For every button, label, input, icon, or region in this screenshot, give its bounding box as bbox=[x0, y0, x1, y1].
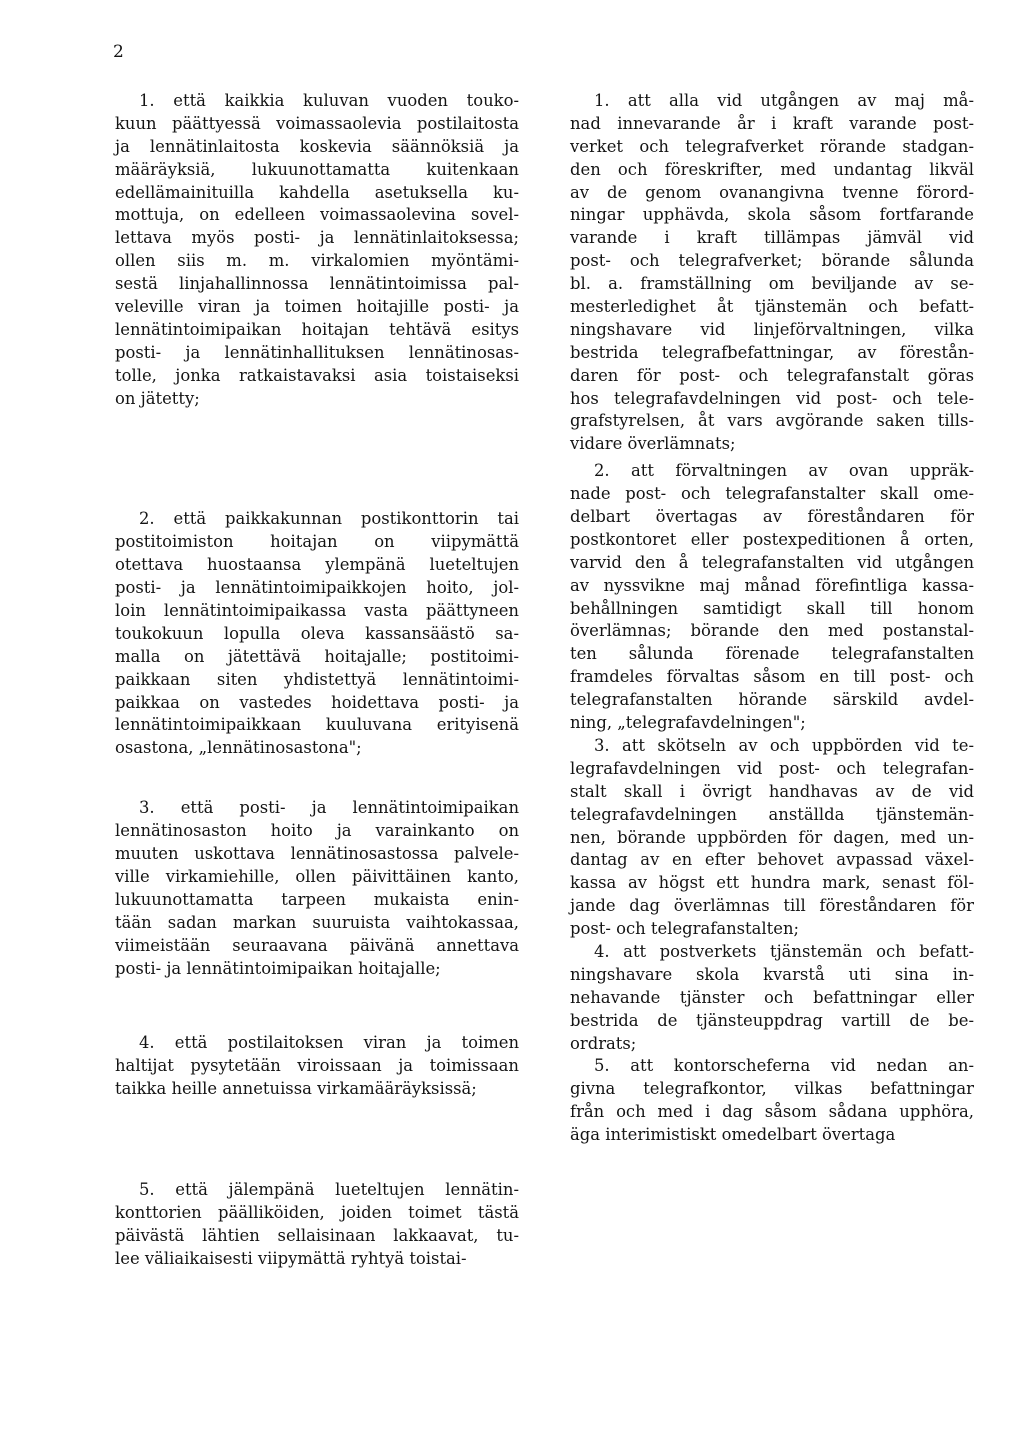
text-line: tään sadan markan suuruista vaihtokassaa, bbox=[115, 912, 519, 932]
text-line: äga interimistiskt omedelbart övertaga bbox=[570, 1125, 896, 1145]
text-line: legrafavdelningen vid post- och telegrafan- bbox=[570, 758, 974, 778]
text-line: hos telegrafavdelningen vid post- och tele- bbox=[570, 388, 974, 408]
text-line: bestrida de tjänsteuppdrag vartill de be- bbox=[570, 1010, 974, 1030]
text-line: 3. att skötseln av och uppbörden vid te- bbox=[594, 735, 974, 755]
text-line: av de genom ovanangivna tvenne förord- bbox=[570, 182, 974, 202]
text-line: malla on jätettävä hoitajalle; postitoimi- bbox=[115, 646, 519, 666]
text-line: ningar upphävda, skola såsom fortfarande bbox=[570, 205, 974, 225]
text-line: 4. att postverkets tjänstemän och befatt- bbox=[594, 941, 974, 961]
text-line: bestrida telegrafbefattningar, av förestån- bbox=[570, 342, 974, 362]
text-line: osastona, „lennätinosastona"; bbox=[115, 738, 362, 758]
text-line: stalt skall i övrigt handhavas av de vid bbox=[570, 781, 974, 801]
text-line: post- och telegrafverket; börande sålunda bbox=[570, 251, 974, 271]
text-line: konttorien päälliköiden, joiden toimet tästä bbox=[115, 1202, 519, 1222]
text-line: ollen siis m. m. virkalomien myöntämi- bbox=[115, 251, 519, 271]
text-line: 1. att alla vid utgången av maj må- bbox=[594, 91, 974, 110]
text-line: dantag av en efter behovet avpassad växel- bbox=[570, 850, 974, 870]
swedish-paragraph-1 bbox=[570, 90, 974, 456]
text-line: paikkaa on vastedes hoidettava posti- ja bbox=[115, 692, 519, 712]
finnish-paragraph-2 bbox=[115, 508, 519, 760]
text-line: verket och telegrafverket rörande stadgan- bbox=[570, 136, 974, 156]
text-line: nehavande tjänster och befattningar eller bbox=[570, 987, 974, 1007]
text-line: toukokuun lopulla oleva kassansäästö sa- bbox=[115, 623, 519, 643]
text-line: postkontoret eller postexpeditionen å orten, bbox=[570, 529, 974, 549]
finnish-paragraph-4 bbox=[115, 1032, 519, 1101]
text-line: behållningen samtidigt skall till honom bbox=[570, 598, 974, 618]
text-line: 2. että paikkakunnan postikonttorin tai bbox=[139, 509, 519, 529]
text-line: från och med i dag såsom sådana upphöra, bbox=[570, 1102, 974, 1122]
text-line: delbart övertagas av föreståndaren för bbox=[570, 507, 974, 527]
finnish-paragraph-1 bbox=[115, 90, 519, 410]
swedish-paragraph-2 bbox=[570, 460, 974, 735]
text-line: nen, börande uppbörden för dagen, med un- bbox=[570, 827, 974, 847]
text-line: ningshavare skola kvarstå uti sina in- bbox=[570, 964, 974, 984]
text-line: telegrafanstalten hörande särskild avdel- bbox=[570, 690, 974, 710]
text-line: 3. että posti- ja lennätintoimipaikan bbox=[139, 798, 519, 818]
text-line: ning, „telegrafavdelningen"; bbox=[570, 713, 806, 733]
text-line: lukuunottamatta tarpeen mukaista enin- bbox=[115, 889, 519, 909]
text-line: sestä linjahallinnossa lennätintoimissa pal- bbox=[115, 274, 519, 294]
text-line: ten sålunda förenade telegrafanstalten bbox=[570, 644, 974, 664]
text-line: grafstyrelsen, åt vars avgörande saken tills- bbox=[570, 411, 974, 431]
text-line: 2. att förvaltningen av ovan uppräk- bbox=[594, 461, 974, 481]
text-line: lee väliaikaisesti viipymättä ryhtyä toistai- bbox=[115, 1248, 467, 1268]
text-line: 1. että kaikkia kuluvan vuoden touko- bbox=[139, 91, 519, 110]
text-line: post- och telegrafanstalten; bbox=[570, 919, 800, 939]
text-line: jande dag överlämnas till föreståndaren för bbox=[570, 896, 974, 916]
text-line: veleville viran ja toimen hoitajille posti- ja bbox=[115, 297, 519, 317]
swedish-column bbox=[570, 90, 974, 1147]
text-line: daren för post- och telegrafanstalt göras bbox=[570, 365, 974, 385]
text-line: lennätintoimipaikkaan kuuluvana erityisenä bbox=[115, 715, 519, 735]
text-line: viimeistään seuraavana päivänä annettava bbox=[115, 935, 519, 955]
text-line: mesterledighet åt tjänstemän och befatt- bbox=[570, 297, 974, 317]
text-line: posti- ja lennätintoimipaikkojen hoito, jol- bbox=[115, 578, 519, 598]
text-line: överlämnas; börande den med postanstal- bbox=[570, 621, 974, 641]
text-line: nad innevarande år i kraft varande post- bbox=[570, 113, 974, 133]
text-line: varande i kraft tillämpas jämväl vid bbox=[570, 228, 974, 248]
text-line: 4. että postilaitoksen viran ja toimen bbox=[139, 1033, 519, 1053]
text-line: paikkaan siten yhdistettyä lennätintoimi- bbox=[115, 669, 519, 689]
text-line: telegrafavdelningen anställda tjänstemän- bbox=[570, 804, 974, 824]
finnish-paragraph-5 bbox=[115, 1179, 519, 1271]
text-line: 5. att kontorscheferna vid nedan an- bbox=[594, 1056, 974, 1076]
text-line: posti- ja lennätinhallituksen lennätinosas- bbox=[115, 342, 519, 362]
text-line: den och föreskrifter, med undantag likväl bbox=[570, 159, 974, 179]
text-line: ningshavare vid linjeförvaltningen, vilka bbox=[570, 319, 974, 339]
swedish-paragraph-4 bbox=[570, 941, 974, 1055]
text-line: bl. a. framställning om beviljande av se- bbox=[570, 274, 974, 294]
page-number: 2 bbox=[113, 42, 124, 62]
finnish-paragraph-3 bbox=[115, 797, 519, 980]
text-line: taikka heille annetuissa virkamääräyksissä; bbox=[115, 1079, 477, 1099]
text-line: ordrats; bbox=[570, 1033, 637, 1053]
text-line: 5. että jälempänä lueteltujen lennätin- bbox=[139, 1180, 519, 1200]
text-line: edellämainituilla kahdella asetuksella ku- bbox=[115, 182, 519, 202]
swedish-paragraph-5 bbox=[570, 1055, 974, 1147]
text-line: päivästä lähtien sellaisinaan lakkaavat, tu- bbox=[115, 1225, 519, 1245]
text-line: loin lennätintoimipaikassa vasta päättyneen bbox=[115, 601, 519, 621]
text-line: määräyksiä, lukuunottamatta kuitenkaan bbox=[115, 159, 519, 179]
text-line: muuten uskottava lennätinosastossa palvele- bbox=[115, 844, 519, 864]
text-line: kuun päättyessä voimassaolevia postilaitosta bbox=[115, 113, 519, 133]
text-line: framdeles förvaltas såsom en till post- och bbox=[570, 667, 974, 687]
text-line: lettava myös posti- ja lennätinlaitoksessa; bbox=[115, 228, 519, 248]
text-line: av nyssvikne maj månad förefintliga kassa- bbox=[570, 575, 974, 595]
text-line: nade post- och telegrafanstalter skall ome- bbox=[570, 484, 974, 504]
text-line: givna telegrafkontor, vilkas befattningar bbox=[570, 1079, 974, 1099]
text-line: lennätintoimipaikan hoitajan tehtävä esitys bbox=[115, 319, 519, 339]
text-line: tolle, jonka ratkaistavaksi asia toistaiseksi bbox=[115, 365, 519, 385]
text-line: postitoimiston hoitajan on viipymättä bbox=[115, 532, 519, 552]
text-line: ja lennätinlaitosta koskevia säännöksiä ja bbox=[115, 136, 519, 156]
text-line: mottuja, on edelleen voimassaolevina sovel- bbox=[115, 205, 519, 225]
text-line: haltijat pysytetään viroissaan ja toimissaan bbox=[115, 1056, 519, 1076]
text-line: ville virkamiehille, ollen päivittäinen kanto, bbox=[115, 866, 519, 886]
text-line: lennätinosaston hoito ja varainkanto on bbox=[115, 821, 519, 841]
finnish-column bbox=[115, 90, 519, 1271]
text-line: on jätetty; bbox=[115, 388, 200, 408]
text-line: kassa av högst ett hundra mark, senast föl- bbox=[570, 873, 974, 893]
text-line: vidare överlämnats; bbox=[570, 434, 736, 454]
swedish-paragraph-3 bbox=[570, 735, 974, 941]
text-line: posti- ja lennätintoimipaikan hoitajalle; bbox=[115, 958, 441, 978]
text-line: varvid den å telegrafanstalten vid utgången bbox=[570, 552, 974, 572]
text-line: otettava huostaansa ylempänä lueteltujen bbox=[115, 555, 519, 575]
